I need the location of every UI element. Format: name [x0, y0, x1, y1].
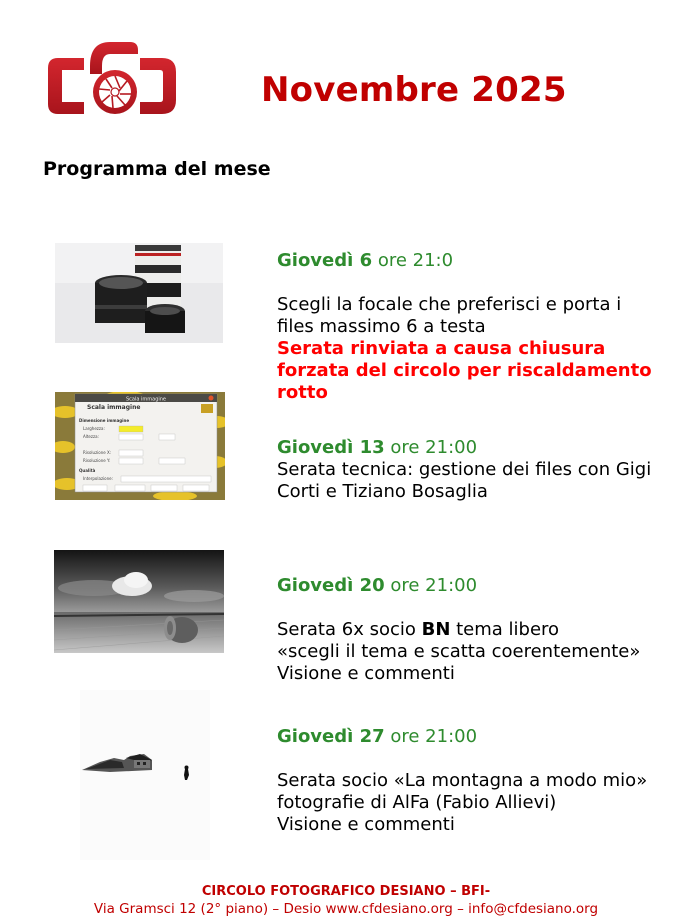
event-description-line: Corti e Tiziano Bosaglia [277, 481, 488, 502]
event-cancellation-notice: rotto [277, 382, 328, 403]
svg-text:Scala immagine: Scala immagine [87, 404, 141, 411]
svg-text:Interpolazione:: Interpolazione: [83, 476, 113, 481]
event-nov-20 [277, 575, 677, 685]
event-description-line: Visione e commenti [277, 814, 455, 835]
scala-immagine-dialog-screenshot [55, 392, 225, 500]
cfd-logo [44, 38, 180, 118]
event-nov-13 [277, 437, 677, 503]
event-description-line: Visione e commenti [277, 663, 455, 684]
bw-hay-bale-landscape-photo [54, 550, 224, 653]
svg-text:Altezza:: Altezza: [83, 434, 99, 439]
svg-text:Scala immagine: Scala immagine [125, 396, 167, 403]
event-description-line: Serata socio «La montagna a modo mio» [277, 770, 648, 791]
camera-lenses-photo [55, 243, 223, 343]
event-description-line: fotografie di AlFa (Fabio Allievi) [277, 792, 557, 813]
event-description-line: Serata 6x socio BN tema libero [277, 619, 560, 640]
svg-text:Qualità: Qualità [79, 468, 96, 473]
event-description-line: «scegli il tema e scatta coerentemente» [277, 641, 641, 662]
event-description-line: files massimo 6 a testa [277, 316, 486, 337]
svg-text:Risoluzione Y:: Risoluzione Y: [83, 458, 111, 463]
event-nov-27 [277, 726, 677, 836]
event-description-line: Serata tecnica: gestione dei files con Gigi [277, 459, 652, 480]
event-date: Giovedì 13 ore 21:00 [277, 437, 478, 458]
svg-text:Dimensione immagine: Dimensione immagine [79, 418, 130, 423]
event-description-line: Scegli la focale che preferisci e porta i [277, 294, 622, 315]
event-date: Giovedì 20 ore 21:00 [277, 575, 478, 596]
event-cancellation-notice: forzata del circolo per riscaldamento [277, 360, 652, 381]
svg-text:Risoluzione X:: Risoluzione X: [83, 450, 112, 455]
snowy-mountain-hut-photo [80, 690, 210, 860]
page-subtitle: Programma del mese [43, 158, 271, 180]
page-title: Novembre 2025 [261, 70, 567, 110]
event-date: Giovedì 27 ore 21:00 [277, 726, 478, 747]
svg-text:Larghezza:: Larghezza: [83, 426, 105, 431]
footer-address: Via Gramsci 12 (2° piano) – Desio www.cfdesiano.org – info@cfdesiano.org [93, 901, 599, 917]
footer-organization: CIRCOLO FOTOGRAFICO DESIANO – BFI- [201, 884, 491, 899]
camera-shutter-logo-icon [44, 38, 180, 118]
event-cancellation-notice: Serata rinviata a causa chiusura [277, 338, 606, 359]
event-date: Giovedì 6 ore 21:0 [277, 250, 454, 271]
event-nov-6 [277, 250, 677, 404]
